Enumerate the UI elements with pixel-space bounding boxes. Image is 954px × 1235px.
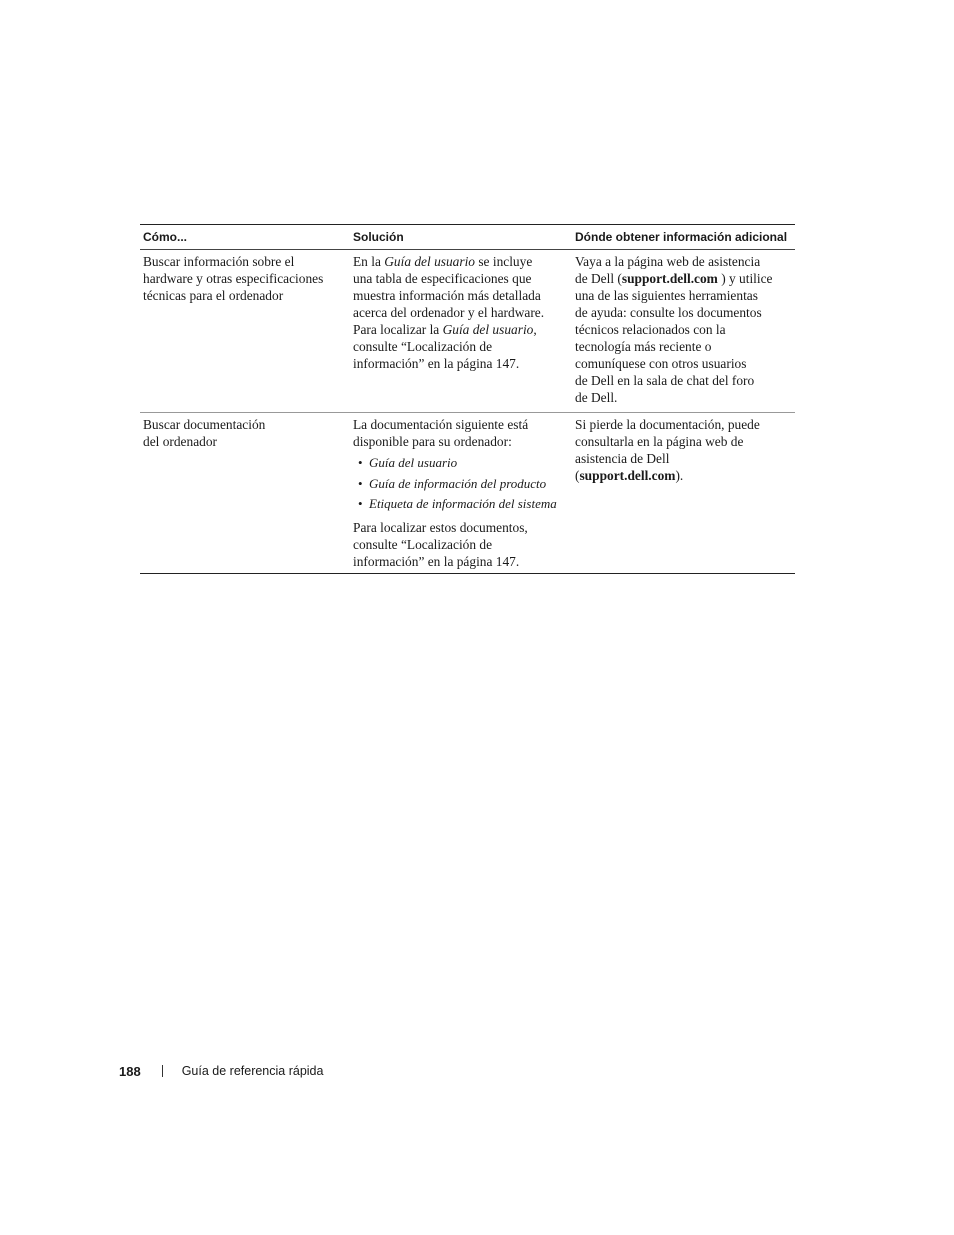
footer-separator <box>162 1065 163 1077</box>
page-number: 188 <box>119 1063 141 1079</box>
row2-donde: Si pierde la documentación, puede consultarla en la página web de asistencia de Dell (support.dell.com). <box>575 417 760 483</box>
row1-como: Buscar información sobre el hardware y otras especificaciones técnicas para el ordenador <box>143 254 324 303</box>
info-table <box>140 224 795 574</box>
support-link[interactable]: support.dell.com <box>579 468 676 483</box>
list-item: • Guía de información del producto <box>353 474 568 495</box>
row1-donde: Vaya a la página web de asistencia de Dell (support.dell.com ) y utilice una de las siguientes herramientas de ayuda: consulte los documentos técnicos relacionados con la tecnología más reciente o comuníquese con otros usuarios de Dell en la sala de chat del foro de Dell. <box>575 254 773 405</box>
page-footer <box>119 1062 323 1080</box>
header-donde: Dónde obtener información adicional <box>575 230 788 244</box>
guide-title: Guía del usuario <box>442 322 534 337</box>
row2-como: Buscar documentación del ordenador <box>143 417 266 449</box>
row1-solucion: En la Guía del usuario se incluye una tabla de especificaciones que muestra información más detallada acerca del ordenador y el hardware. Para localizar la Guía del usuario, consulte “Localización de información” en la página 147. <box>353 254 545 371</box>
header-solucion: Solución <box>353 230 404 244</box>
header-como: Cómo... <box>143 230 187 244</box>
table-row <box>140 250 795 413</box>
list-item: • Etiqueta de información del sistema <box>353 494 568 515</box>
table-row <box>140 413 795 574</box>
footer-title: Guía de referencia rápida <box>181 1064 324 1078</box>
table-header-row <box>140 225 795 250</box>
support-link[interactable]: support.dell.com <box>621 271 718 286</box>
list-item: • Guía del usuario <box>353 453 568 474</box>
row2-solucion-intro: La documentación siguiente está disponible para su ordenador: <box>353 417 529 449</box>
row2-solucion-after: Para localizar estos documentos, consulte “Localización de información” en la página 147. <box>353 519 528 569</box>
guide-title: Guía del usuario <box>384 254 475 269</box>
row2-solucion <box>350 413 572 573</box>
docs-list <box>353 453 568 515</box>
